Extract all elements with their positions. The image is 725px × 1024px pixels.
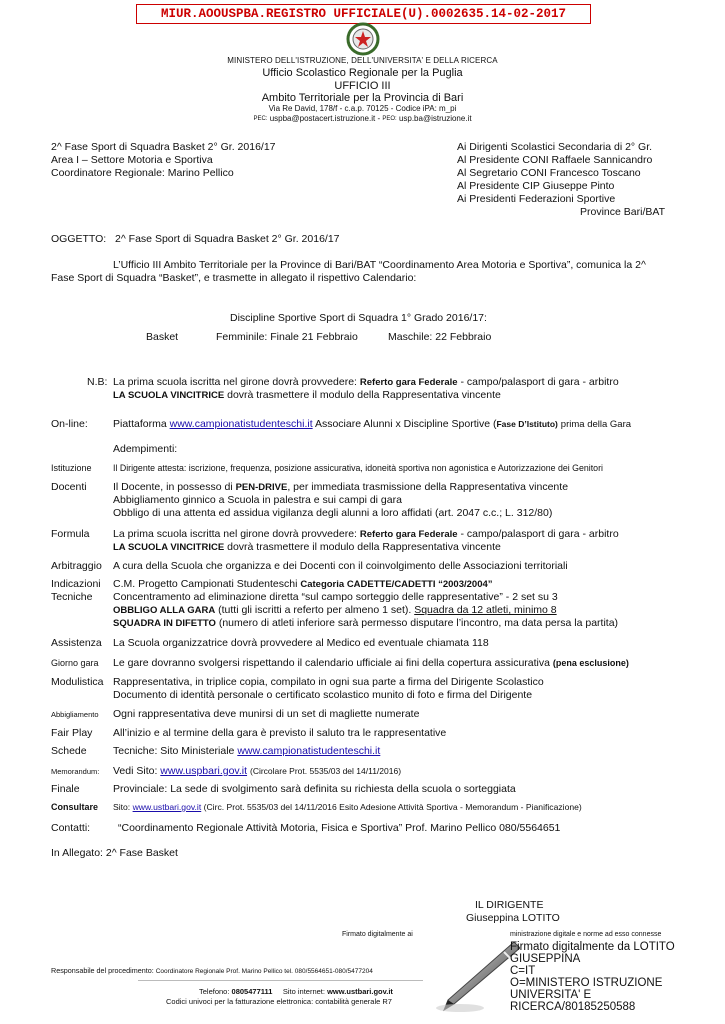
consultare-text: Sito: [113, 802, 131, 812]
modulistica-label: Modulistica [51, 676, 104, 688]
fairplay-label: Fair Play [51, 727, 93, 739]
schede-line [113, 745, 380, 758]
arbitraggio-text: A cura della Scuola che organizza e dei Docenti con il coinvolgimento delle Associazioni territoriali [113, 560, 568, 572]
office-address: Via Re David, 178/f - c.a.p. 70125 - Codice iPA: m_pi [268, 104, 457, 113]
formula-line-1 [113, 528, 619, 541]
docenti-label: Docenti [51, 481, 87, 493]
nb-label: N.B: [87, 376, 108, 388]
formula-text: La prima scuola iscritta nel girone dovrà provvedere: [113, 528, 357, 540]
protocol-stamp: MIUR.AOOUSPBA.REGISTRO UFFICIALE(U).0002635.14-02-2017 [136, 4, 591, 24]
italian-emblem-icon [346, 22, 380, 56]
contact-footer [199, 987, 393, 996]
online-text: Associare Alunni x Discipline Sportive ( [314, 418, 497, 430]
docenti-line-3: Obbligo di una attenta ed assidua vigilanza degli alunni a loro affidati (art. 2047 c.c.; L. 312/80) [113, 507, 553, 519]
nb-line-2 [113, 389, 501, 402]
indicazioni-category: Categoria CADETTE/CADETTI “2003/2004” [300, 579, 493, 590]
signature-line: UNIVERSITA' E [510, 989, 592, 1001]
recipient-line: Al Segretario CONI Francesco Toscano [457, 167, 641, 179]
responsabile-text: Coordinatore Regionale Prof. Marino Pellico tel. 080/5564651-080/5477204 [155, 968, 373, 975]
giorno-pena: (pena esclusione) [552, 658, 629, 668]
dirigente-name: Giuseppina LOTITO [466, 912, 560, 924]
schedule-female: Femminile: Finale 21 Febbraio [216, 331, 358, 343]
arbitraggio-label: Arbitraggio [51, 560, 102, 572]
indicazioni-line-2: Concentramento ad eliminazione diretta “sul campo sorteggio delle rappresentative” - 2 set su 3 [113, 591, 558, 603]
office-name: Ufficio Scolastico Regionale per la Puglia [262, 67, 463, 79]
modulistica-line-1: Rappresentativa, in triplice copia, compilato in ogni sua parte a firma del Dirigente Scolastico [113, 676, 544, 688]
discipline-title: Discipline Sportive Sport di Squadra 1° Grado 2016/17: [230, 312, 487, 324]
indicazioni-label: Indicazioni [51, 578, 101, 590]
allegato-text: In Allegato: 2^ Fase Basket [51, 847, 178, 859]
peo-email[interactable]: usp.ba@istruzione.it [398, 114, 472, 123]
signature-line: RICERCA/80185250588 [510, 1001, 636, 1013]
schedule-male: Maschile: 22 Febbraio [388, 331, 492, 343]
sender-block [51, 141, 276, 180]
formula-winner: LA SCUOLA VINCITRICE [113, 542, 225, 553]
nb-text: - campo/palasport di gara - arbitro [460, 376, 619, 388]
indicazioni-text: (numero di atleti inferiore sarà permesso disputare l’incontro, ma data persa la partita) [218, 617, 619, 629]
indicazioni-text: (tutti gli iscritti a referto per almeno 1 set). [218, 604, 412, 616]
giorno-text: Le gare dovranno svolgersi rispettando il calendario ufficiale ai fini della copertura assicurativa [113, 657, 550, 669]
recipient-line: Ai Dirigenti Scolastici Secondaria di 2° Gr. [457, 141, 653, 153]
dirigente-title: IL DIRIGENTE [475, 899, 544, 911]
schede-label: Schede [51, 745, 87, 757]
docenti-line-1 [113, 481, 568, 494]
subject-text: 2^ Fase Sport di Squadra Basket 2° Gr. 2016/17 [115, 233, 340, 245]
ministry-name: MINISTERO DELL'ISTRUZIONE, DELL'UNIVERSITA' E DELLA RICERCA [227, 56, 498, 65]
schede-link[interactable]: www.campionatistudenteschi.it [237, 745, 381, 757]
footer-divider [138, 980, 423, 981]
schede-text: Tecniche: Sito Ministeriale [113, 745, 235, 757]
phone-label: Telefono: [199, 987, 230, 996]
consultare-text: (Circ. Prot. 5535/03 del 14/11/2016 Esito Adesione Attività Sportiva - Memorandum - Pianificazione) [203, 802, 582, 812]
fairplay-text: All’inizio e al termine della gara è previsto il saluto tra le rappresentative [113, 727, 447, 739]
codes-footer: Codici univoci per la fatturazione elettronica: contabilità generale R7 [166, 997, 392, 1006]
pec-label: PEC: [253, 115, 268, 122]
indicazioni-line-1 [113, 578, 493, 591]
contatti-label: Contatti: [51, 822, 91, 834]
formula-referto: Referto gara Federale [359, 529, 458, 540]
modulistica-line-2: Documento di identità personale o certificato scolastico munito di foto e firma del Dirigente [113, 689, 533, 701]
sender-line: Coordinatore Regionale: Marino Pellico [51, 167, 234, 179]
nb-winner: LA SCUOLA VINCITRICE [113, 390, 225, 401]
docenti-line-2: Abbigliamento ginnico a Scuola in palestra e sui campi di gara [113, 494, 402, 506]
formula-line-2 [113, 541, 501, 554]
istituzione-text: Il Dirigente attesta: iscrizione, frequenza, posizione assicurativa, idoneità sportiva non agonistica e Autorizzazione dei Genitori [113, 463, 603, 473]
indicazioni-line-4 [113, 617, 618, 630]
abbigliamento-text: Ogni rappresentativa deve munirsi di un set di magliette numerate [113, 708, 420, 720]
memorandum-label: Memorandum: [51, 767, 100, 776]
formula-text: - campo/palasport di gara - arbitro [460, 528, 619, 540]
signature-line: C=IT [510, 965, 536, 977]
giorno-line [113, 657, 629, 670]
memorandum-line [113, 765, 401, 778]
nb-line-1 [113, 376, 619, 389]
online-text: Piattaforma [113, 418, 167, 430]
indicazioni-difetto: SQUADRA IN DIFETTO [113, 618, 216, 629]
tecniche-label: Tecniche [51, 591, 93, 603]
contatti-text: “Coordinamento Regionale Attività Motoria, Fisica e Sportiva” Prof. Marino Pellico 080/5564651 [118, 822, 561, 834]
sender-line: Area I – Settore Motoria e Sportiva [51, 154, 213, 166]
docenti-pendrive: PEN-DRIVE [235, 482, 288, 493]
email-separator: - [377, 114, 381, 123]
subject-label: OGGETTO: [51, 233, 107, 245]
docenti-text: , per immediata trasmissione della Rappresentativa vincente [287, 481, 569, 493]
unit-name: UFFICIO III [334, 80, 391, 92]
uspbari-link[interactable]: www.uspbari.gov.it [160, 765, 248, 777]
peo-label: PEO: [382, 115, 397, 122]
recipient-line: Province Bari/BAT [580, 206, 665, 218]
schedule-sport: Basket [146, 331, 179, 343]
site-url[interactable]: www.ustbari.gov.it [327, 987, 393, 996]
signature-line: GIUSEPPINA [510, 953, 581, 965]
nb-referto: Referto gara Federale [359, 377, 458, 388]
area-name: Ambito Territoriale per la Provincia di Bari [261, 92, 464, 104]
ustbari-link[interactable]: www.ustbari.gov.it [132, 802, 202, 812]
responsabile-label: Responsabile del procedimento: [51, 966, 154, 975]
indicazioni-obbligo: OBBLIGO ALLA GARA [113, 605, 216, 616]
intro-line: L’Ufficio III Ambito Territoriale per la Province di Bari/BAT “Coordinamento Area Motoria e Sportiva”, comunica la 2^ [113, 259, 646, 271]
online-line [113, 418, 631, 431]
intro-line: Fase Sport di Squadra “Basket”, e trasmette in allegato il rispettivo Calendario: [51, 272, 417, 284]
nb-text: dovrà trasmettere il modulo della Rappresentativa vincente [227, 389, 501, 401]
phone-number: 0805477111 [231, 987, 273, 996]
recipients-block [457, 141, 665, 219]
recipient-line: Ai Presidenti Federazioni Sportive [457, 193, 616, 205]
giorno-label: Giorno gara [51, 658, 99, 668]
finale-label: Finale [51, 783, 80, 795]
online-label: On-line: [51, 418, 88, 430]
assistenza-label: Assistenza [51, 637, 102, 649]
indicazioni-line-3 [113, 604, 557, 617]
consultare-label: Consultare [51, 802, 99, 812]
formula-label: Formula [51, 528, 90, 540]
signed-digital-note-2: ministrazione digitale e norme ad esso connesse [510, 931, 662, 938]
adempimenti-title: Adempimenti: [113, 443, 178, 455]
signature-line: O=MINISTERO ISTRUZIONE [510, 977, 663, 989]
indicazioni-text: C.M. Progetto Campionati Studenteschi [113, 578, 298, 590]
docenti-text: Il Docente, in possesso di [113, 481, 233, 493]
nb-text: La prima scuola iscritta nel girone dovrà provvedere: [113, 376, 357, 388]
online-phase: Fase D’Istituto) [496, 419, 558, 429]
formula-text: dovrà trasmettere il modulo della Rappresentativa vincente [227, 541, 501, 553]
consultare-line [113, 802, 582, 812]
digital-signature [510, 941, 722, 1013]
finale-text: Provinciale: La sede di svolgimento sarà definita su richiesta della scuola o sorteggiata [113, 783, 516, 795]
recipient-line: Al Presidente CIP Giuseppe Pinto [457, 180, 615, 192]
istituzione-label: Istituzione [51, 463, 92, 473]
indicazioni-squadra: Squadra da 12 atleti, minimo 8 [414, 604, 557, 616]
recipient-line: Al Presidente CONI Raffaele Sannicandro [457, 154, 653, 166]
memorandum-text: Vedi Sito: [113, 765, 158, 777]
assistenza-text: La Scuola organizzatrice dovrà provvedere al Medico ed eventuale chiamata 118 [113, 637, 489, 649]
campionati-link[interactable]: www.campionatistudenteschi.it [169, 418, 313, 430]
site-label: Sito internet: [282, 987, 325, 996]
signed-digital-note: Firmato digitalmente ai [342, 931, 413, 938]
memorandum-circ: (Circolare Prot. 5535/03 del 14/11/2016) [249, 766, 402, 776]
signature-line: Firmato digitalmente da LOTITO [510, 941, 675, 953]
responsabile-line [51, 966, 373, 975]
sender-line: 2^ Fase Sport di Squadra Basket 2° Gr. 2016/17 [51, 141, 276, 153]
pec-email[interactable]: uspba@postacert.istruzione.it [269, 114, 376, 123]
online-text: prima della Gara [560, 419, 632, 430]
office-emails [0, 114, 725, 123]
abbigliamento-label: Abbigliamento [51, 710, 99, 719]
pen-icon [430, 938, 520, 1018]
